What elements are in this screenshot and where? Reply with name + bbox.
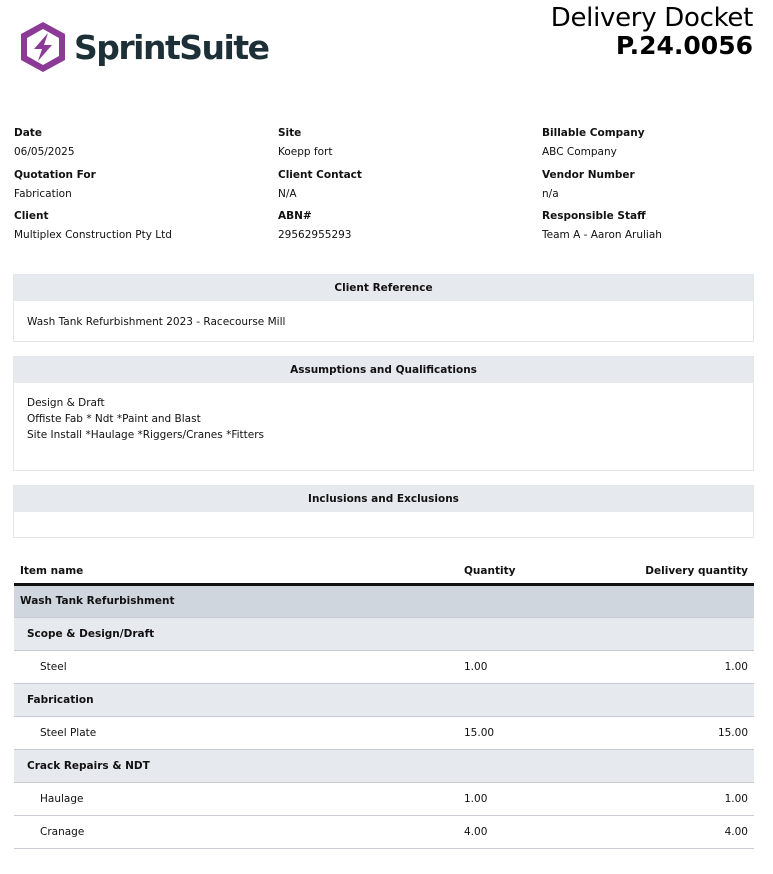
- inclusions-text: [14, 512, 753, 538]
- meta-value: Koepp fort: [278, 146, 333, 158]
- meta-label: Quotation For: [14, 168, 96, 181]
- meta-value: 06/05/2025: [14, 146, 75, 158]
- group-name: Wash Tank Refurbishment: [14, 584, 754, 617]
- table-subgroup-row: [14, 683, 754, 716]
- company-logo: [18, 20, 278, 74]
- meta-responsible-staff: [542, 209, 759, 251]
- assumption-line: Offiste Fab * Ndt *Paint and Blast: [27, 413, 201, 425]
- brand-name: SprintSuite: [74, 27, 269, 67]
- meta-label: Responsible Staff: [542, 210, 646, 222]
- meta-label: Billable Company: [542, 127, 645, 139]
- subgroup-name: Crack Repairs & NDT: [14, 749, 754, 782]
- table-row: [14, 650, 754, 683]
- meta-label: Site: [278, 127, 302, 139]
- item-quantity: 15.00: [458, 716, 605, 749]
- meta-date: [14, 126, 278, 168]
- table-row: [14, 716, 754, 749]
- item-delivery-quantity: 15.00: [605, 716, 754, 749]
- meta-value: n/a: [542, 187, 559, 200]
- assumption-line: Site Install *Haulage *Riggers/Cranes *Fitters: [27, 429, 264, 441]
- meta-billable-company: [542, 126, 759, 168]
- item-name: Haulage: [14, 782, 458, 815]
- items-table: [14, 560, 754, 849]
- meta-site: [278, 126, 542, 168]
- inclusions-section: [13, 485, 754, 538]
- section-heading: Assumptions and Qualifications: [14, 357, 753, 383]
- document-meta: [14, 126, 759, 251]
- sprintsuite-logo-icon: [18, 20, 68, 74]
- meta-value: ABC Company: [542, 146, 617, 158]
- meta-abn: [278, 209, 542, 251]
- meta-label: Vendor Number: [542, 168, 635, 181]
- section-heading: Client Reference: [14, 275, 753, 301]
- meta-quotation-for: [14, 168, 278, 210]
- meta-label: Date: [14, 127, 42, 139]
- meta-value: Multiplex Construction Pty Ltd: [14, 229, 172, 241]
- table-header-row: [14, 560, 754, 584]
- item-name: Steel Plate: [14, 716, 458, 749]
- item-delivery-quantity: 4.00: [605, 815, 754, 848]
- column-header-item-name: Item name: [14, 560, 458, 584]
- item-name: Cranage: [14, 815, 458, 848]
- table-row: [14, 782, 754, 815]
- meta-value: N/A: [278, 187, 297, 200]
- meta-value: Team A - Aaron Aruliah: [542, 229, 662, 241]
- meta-client: [14, 209, 278, 251]
- item-delivery-quantity: 1.00: [605, 650, 754, 683]
- client-reference-text: Wash Tank Refurbishment 2023 - Racecourse Mill: [27, 316, 286, 328]
- table-subgroup-row: [14, 749, 754, 782]
- document-title: Delivery Docket: [550, 3, 753, 33]
- subgroup-name: Scope & Design/Draft: [14, 617, 754, 650]
- meta-label: Client Contact: [278, 168, 362, 181]
- meta-client-contact: [278, 168, 542, 210]
- column-header-quantity: Quantity: [458, 560, 605, 584]
- assumptions-section: [13, 356, 754, 471]
- meta-label: ABN#: [278, 210, 312, 222]
- meta-vendor-number: [542, 168, 759, 210]
- section-heading: Inclusions and Exclusions: [14, 486, 753, 512]
- item-quantity: 1.00: [458, 650, 605, 683]
- item-delivery-quantity: 1.00: [605, 782, 754, 815]
- meta-value: 29562955293: [278, 229, 352, 241]
- client-reference-section: [13, 274, 754, 342]
- item-quantity: 4.00: [458, 815, 605, 848]
- assumptions-body: [14, 383, 753, 456]
- subgroup-name: Fabrication: [14, 683, 754, 716]
- meta-label: Client: [14, 210, 49, 222]
- table-subgroup-row: [14, 617, 754, 650]
- document-heading: [551, 4, 753, 59]
- table-group-row: [14, 584, 754, 617]
- meta-value: Fabrication: [14, 187, 72, 200]
- assumption-line: Design & Draft: [27, 397, 105, 409]
- column-header-delivery-quantity: Delivery quantity: [605, 560, 754, 584]
- item-quantity: 1.00: [458, 782, 605, 815]
- table-row: [14, 815, 754, 848]
- document-number: P.24.0056: [615, 31, 753, 60]
- item-name: Steel: [14, 650, 458, 683]
